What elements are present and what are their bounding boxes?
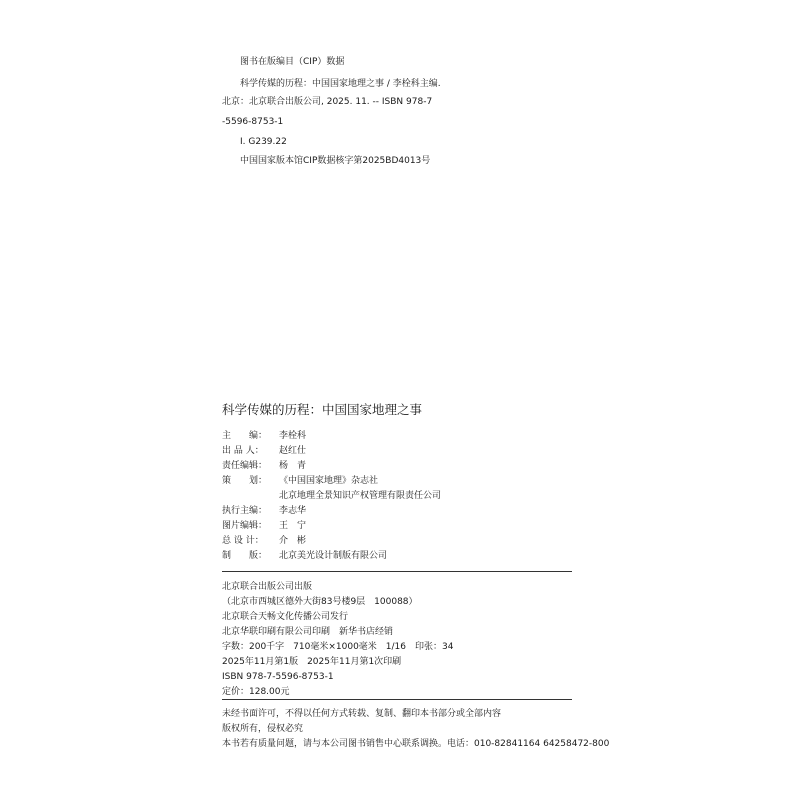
credit-value: 《中国国家地理》杂志社 — [279, 476, 379, 486]
notice-line: 版权所有，侵权必究 — [222, 724, 304, 734]
divider-bottom — [222, 699, 572, 700]
publishing-line: 2025年11月第1版 2025年11月第1次印刷 — [222, 657, 402, 667]
publishing-line: 字数：200千字 710毫米×1000毫米 1/16 印张：34 — [222, 642, 454, 652]
cip-line-3: -5596-8753-1 — [222, 117, 284, 127]
credit-key: 责任编辑： — [222, 461, 268, 471]
publishing-line: （北京市西城区德外大街83号楼9层 100088） — [222, 597, 418, 607]
cip-line-5: 中国国家版本馆CIP数据核字第2025BD4013号 — [240, 156, 431, 166]
credit-value: 北京地理全景知识产权管理有限责任公司 — [279, 491, 442, 501]
cip-heading: 图书在版编目（CIP）数据 — [240, 57, 345, 67]
credit-value: 赵红仕 — [279, 446, 307, 456]
credit-key: 出 品 人： — [222, 446, 264, 456]
credit-key: 执行主编： — [222, 506, 268, 516]
credit-value: 杨 青 — [279, 461, 307, 471]
divider-top — [222, 571, 572, 572]
cip-line-2: 北京：北京联合出版公司, 2025. 11. -- ISBN 978-7 — [222, 97, 433, 107]
credit-value: 王 宁 — [279, 521, 307, 531]
publishing-line: ISBN 978-7-5596-8753-1 — [222, 672, 334, 682]
credit-value: 介 彬 — [279, 536, 307, 546]
credit-key: 图片编辑： — [222, 521, 268, 531]
publishing-line: 北京联合天畅文化传播公司发行 — [222, 612, 349, 622]
cip-line-1: 科学传媒的历程：中国国家地理之事 / 李栓科主编. — [240, 79, 441, 89]
notice-line: 未经书面许可，不得以任何方式转载、复制、翻印本书部分或全部内容 — [222, 709, 502, 719]
publishing-line: 北京联合出版公司出版 — [222, 582, 313, 592]
credit-key: 主 编： — [222, 431, 268, 441]
credit-value: 北京美光设计制版有限公司 — [279, 551, 388, 561]
book-title: 科学传媒的历程：中国国家地理之事 — [222, 402, 423, 417]
publishing-line: 定价：128.00元 — [222, 687, 290, 697]
credit-key: 总 设 计： — [222, 536, 264, 546]
credit-key: 制 版： — [222, 551, 268, 561]
cip-line-4: Ⅰ. G239.22 — [240, 137, 287, 147]
credit-key: 策 划： — [222, 476, 268, 486]
credit-value: 李志华 — [279, 506, 307, 516]
notice-line: 本书若有质量问题，请与本公司图书销售中心联系调换。电话：010-82841164 64258472-800 — [222, 739, 610, 749]
publishing-line: 北京华联印刷有限公司印刷 新华书店经销 — [222, 627, 394, 637]
credit-value: 李栓科 — [279, 431, 307, 441]
